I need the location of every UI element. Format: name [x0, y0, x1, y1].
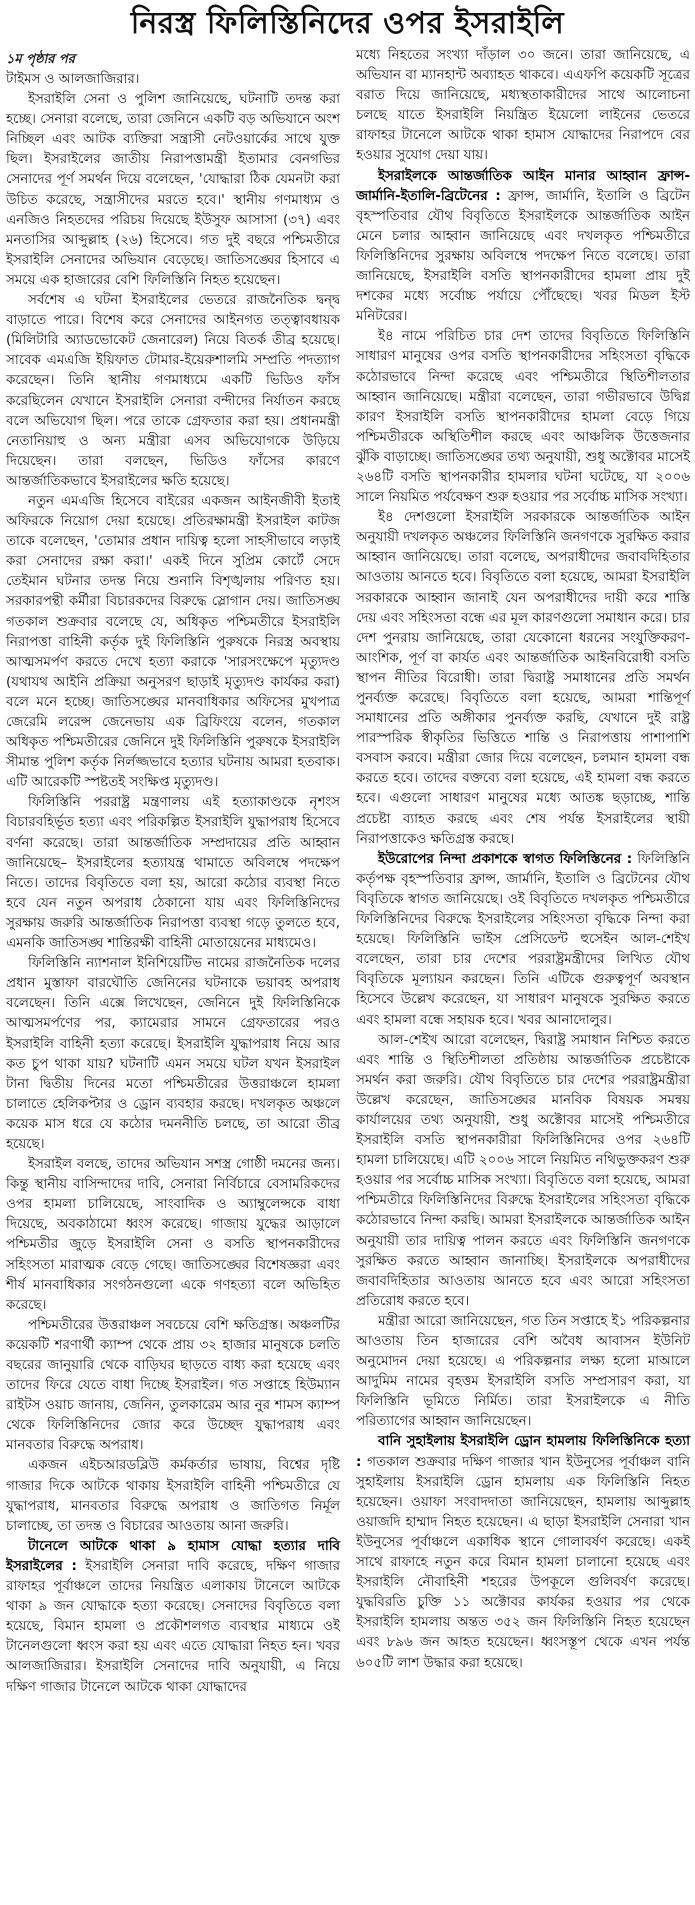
paragraph-text: টাইমস ও আলজাজিরার।: [6, 72, 140, 87]
paragraph-text: একজন এইচআরডব্লিউ কর্মকর্তার ভাষায়, বিশ্বের দৃষ্টি গাজার দিকে আটকে থাকায় ইসরাইলি বাহিনী পশ্চিমতীরে যে যুদ্ধাপরাধ, মানবতার বিরুদ্ধে অপরাধ ও জাতিগত নির্মূল চালাচ্ছে, তা তদন্ত ও বিচারের আওতায় আনা জরুরি।: [6, 1458, 340, 1534]
paragraph-text: ফিলিস্তিনি ন্যাশনাল ইনিশিয়েটিভ নামের রাজনৈতিক দলের প্রধান মুস্তাফা বারঘৌতি জেনিনের ঘটনাকে ভয়াবহ অপরাধ বলেছেন। তিনি এক্সে লিখেছেন, জেনিনে দুই ফিলিস্তিনিকে আত্মসমর্পণের পর, ক্যামেরার সামনে গ্রেফতারের পরও ইসরাইলি বাহিনী হত্যা করেছে। ইসরাইলি যুদ্ধাপরাধ নিয়ে আর কত চুপ থাকা যায়? ঘটনাটি এমন সময়ে ঘটল যখন ইসরাইল টানা দ্বিতীয় দিনের মতো পশ্চিমতীরের উত্তরাঞ্চলে হামলা চালাতে হেলিকপ্টার ও ড্রোন ব্যবহার করছে। দখলকৃত অঞ্চলে কয়েক মাস ধরে যে কঠোর দমননীতি চলছে, তা আরো তীব্র হয়েছে।: [6, 956, 340, 1152]
paragraph: [6, 70, 340, 90]
paragraph-text: ই৪ দেশগুলো ইসরাইলি সরকারকে আন্তর্জাতিক আইন অনুযায়ী দখলকৃত অঞ্চলের ফিলিস্তিনি জনগণকে সুরক্ষিত করার আহ্বান জানিয়েছে। তারা বলেছে, অপরাধীদের জবাবদিহিতার আওতায় আনতে হবে। বিবৃতিতে বলা হয়েছে, আমরা ইসরাইলি সরকারকে আহ্বান জানাই যেন অপরাধীদের দায়ী করে শাস্তি দেয় এবং সহিংসতা বন্ধে এর মূল কারণগুলো সমাধান করে। চার দেশ পুনরায় জানিয়েছে, তারা যেকোনো ধরনের সংযুক্তিকরণ- আংশিক, পূর্ণ বা কার্যত এবং আন্তর্জাতিক আইনবিরোধী বসতি স্থাপন নীতির বিরোধী। তারা দ্বিরাষ্ট্র সমাধানের প্রতি সমর্থন পুনর্ব্যক্ত করেছে। বিবৃতিতে বলা হয়েছে, আমরা শান্তিপূর্ণ সমাধানের প্রতি অঙ্গীকার পুনর্ব্যক্ত করছি, যেখানে দুই রাষ্ট্র পারস্পরিক স্বীকৃতির ভিত্তিতে শান্তি ও নিরাপত্তায় পাশাপাশি বসবাস করবে। মন্ত্রীরা জোর দিয়ে বলেছেন, চলমান হামলা বন্ধ করতে হবে। তাদের বক্তব্যে বলা হয়েছে, এই হামলা বন্ধ করতে হবে। এগুলো সাধারণ মানুষের মধ্যে আতঙ্ক ছড়াচ্ছে, শান্তি প্রচেষ্টা ব্যাহত করছে এবং শেষ পর্যন্ত ইসরাইলের স্থায়ী নিরাপত্তাকেও ক্ষতিগ্রস্ত করছে।: [356, 510, 690, 847]
paragraph-text: ইসরাইলি সেনা ও পুলিশ জানিয়েছে, ঘটনাটি তদন্ত করা হচ্ছে। সেনারা বলেছে, তারা জেনিনে একটি বড় অভিযানে অংশ নিচ্ছিল এবং আটক ব্যক্তিরা সন্ত্রাসী নেটওয়ার্কের সাথে যুক্ত ছিল। ইসরাইলের জাতীয় নিরাপত্তামন্ত্রী ইতামার বেনগভির সেনাদের পূর্ণ সমর্থন দিয়ে বলেছেন, 'যোদ্ধারা ঠিক যেমনটা করা উচিত করেছে, সন্ত্রাসীদের মরতে হবে।' স্থানীয় গণমাধ্যম ও এনজিও নিহতদের পরিচয় দিয়েছে ইউসুফ আসাসা (৩৭) এবং মনতাসির আব্দুল্লাহ (২৬) হিসেবে। গত দুই বছরে পশ্চিমতীরে ইসরাইলি সেনাদের অভিযান বেড়েছে। জাতিসঙ্ঘের হিসাবে এ সময়ে এক হাজারের বেশি ফিলিস্তিনি নিহত হয়েছেন।: [6, 92, 340, 288]
paragraph: [6, 1316, 340, 1457]
paragraph: [356, 1031, 690, 1312]
paragraph-text: নতুন এমএজি হিসেবে বাইরের একজন আইনজীবী ইতাই অফিরকে নিয়োগ দেয়া হয়েছে। প্রতিরক্ষামন্ত্রী ইসরাইল কাটজ তাকে বলেছেন, 'তোমার প্রধান দায়িত্ব হলো সাহসীভাবে লড়াই করা সেনাদের রক্ষা করা।' একই দিনে সুপ্রিম কোর্টে সেদে তেইমান ঘটনার তদন্ত নিয়ে শুনানি বিশৃঙ্খলায় পরিণত হয়। সরকারপন্থী কর্মীরা বিচারকদের বিরুদ্ধে স্লোগান দেয়। জাতিসঙ্ঘ গতকাল শুক্রবার বলেছে যে, অধিকৃত পশ্চিমতীরে ইসরাইলি নিরাপত্তা বাহিনী কর্তৃক দুই ফিলিস্তিনি পুরুষকে নিরস্ত্র অবস্থায় আত্মসমর্পণ করতে দেখে হত্যা করাকে 'সারসংক্ষেপে মৃত্যুদণ্ড (যথাযথ আইনি প্রক্রিয়া অনুসরণ ছাড়াই মৃত্যুদণ্ড কার্যকর করা) বলে মনে হচ্ছে। জাতিসঙ্ঘের মানবাধিকার অফিসের মুখপাত্র জেরেমি লরেন্স জেনেভায় এক ব্রিফিংয়ে বলেন, গতকাল অধিকৃত পশ্চিমতীরের জেনিনে দুই ফিলিস্তিনি পুরুষকে ইসরাইলি সীমান্ত পুলিশ কর্তৃক নির্লজ্জভাবে হত্যার ঘটনায় আমরা হতবাক। এটি আরেকটি স্পষ্টতই সংক্ষিপ্ত মৃত্যুদণ্ড।: [6, 493, 340, 791]
paragraph-text: পশ্চিমতীরের উত্তরাঞ্চল সবচেয়ে বেশি ক্ষতিগ্রস্ত। অঞ্চলটির কয়েকটি শরণার্থী ক্যাম্প থেকে প্রায় ৩২ হাজার মানুষকে চলতি বছরের জানুয়ারি থেকে বাড়িঘর ছাড়তে বাধ্য করা হয়েছে এবং তাদের ফিরে যেতে বাধা দিচ্ছে ইসরাইল। গত সপ্তাহে হিউম্যান রাইটস ওয়াচ জানায়, জেনিন, তুলকারেম আর নুর শামস ক্যাম্প থেকে ফিলিস্তিনিদের জোর করে উচ্ছেদ যুদ্ধাপরাধ এবং মানবতার বিরুদ্ধে অপরাধ।: [6, 1317, 340, 1454]
continued-from-page-label: ১ম পৃষ্ঠার পর: [6, 52, 75, 67]
paragraph: [6, 1456, 340, 1536]
paragraph-text: ইসরাইলি সেনারা দাবি করেছে, দক্ষিণ গাজার রাফাহর পূর্বাঞ্চলে তাদের নিয়ন্ত্রিত এলাকায় টানেলে আটকে থাকা ৯ জন যোদ্ধাকে হত্যা করেছে। সেনাদের বিবৃতিতে বলা হয়েছে, বিমান হামলা ও প্রকৌশলগত ব্যবস্থার মাধ্যমে ওই টানেলগুলো ধ্বংস করা হয় এবং এতে যোদ্ধারা নিহত হন। খবর আলজাজিরার। ইসরাইলি সেনাদের দাবি অনুযায়ী, এ নিয়ে দক্ষিণ গাজার টানেলে আটকে থাকা যোদ্ধাদের: [6, 1558, 340, 1695]
subsection-paragraph: [356, 1432, 690, 1673]
paragraph: [6, 291, 340, 492]
paragraph-text: ইসরাইল বলছে, তাদের অভিযান সশস্ত্র গোষ্ঠী দমনের জন্য। কিন্তু স্থানীয় বাসিন্দাদের দাবি, সেনারা নির্বিচারে বেসামরিকদের ওপর হামলা চালিয়েছে, সাংবাদিক ও অ্যাম্বুলেন্সকে বাধা দিয়েছে, অবকাঠামো ধ্বংস করেছে। গাজায় যুদ্ধের আড়ালে পশ্চিমতীর জুড়ে ইসরাইলি সেনা ও বসতি স্থাপনকারীদের সহিংসতা মারাত্মক বেড়ে গেছে। জাতিসঙ্ঘের বিশেষজ্ঞরা এবং শীর্ষ মানবাধিকার সংগঠনগুলো একে গণহত্যা বলে অভিহিত করেছে।: [6, 1157, 340, 1313]
subsection-paragraph: [6, 1537, 340, 1698]
paragraph: [356, 508, 690, 850]
paragraph: [6, 1155, 340, 1316]
paragraph-text: ফ্রান্স, জার্মানি, ইতালি ও ব্রিটেন বৃহস্পতিবার যৌথ বিবৃতিতে ইসরাইলকে আন্তর্জাতিক আইন মেনে চলার আহ্বান জানিয়েছে এবং দখলকৃত পশ্চিমতীরে ফিলিস্তিনিদের সুরক্ষায় অবিলম্বে পদক্ষেপ নিতে বলেছে। তারা জানিয়েছে, ইসরাইলি বসতি স্থাপনকারীদের হামলা প্রায় দুই দশকের মধ্যে সর্বোচ্চ পর্যায়ে পৌঁছেছে। খবর মিডল ইস্ট মনিটরের।: [356, 188, 690, 325]
subsection-paragraph: [356, 850, 690, 1031]
paragraph: [356, 327, 690, 508]
paragraph-text: সর্বশেষ এ ঘটনা ইসরাইলের ভেতরে রাজনৈতিক দ্বন্দ্ব বাড়াতে পারে। বিশেষ করে সেনাদের আইনগত তত্ত্বাবধায়ক (মিলিটারি অ্যাডভোকেট জেনারেল) নিয়ে বিতর্ক তীব্র হয়েছে। সাবেক এমএজি ইয়িফাত টোমার-ইয়েরুশালমি সম্প্রতি পদত্যাগ করেছেন। তিনি স্থানীয় গণমাধ্যমে একটি ভিডিও ফাঁস করেছিলেন যেখানে ইসরাইলি সেনারা বন্দীদের নির্যাতন করছে বলে অভিযোগ ছিল। পরে তাকে গ্রেফতার করা হয়। প্রধানমন্ত্রী নেতানিয়াহু ও অন্য মন্ত্রীরা এসব অভিযোগকে উড়িয়ে দিয়েছেন। তারা বলছেন, ভিডিও ফাঁসের কারণে আন্তর্জাতিকভাবে ইসরাইলের ক্ষতি হয়েছে।: [6, 293, 340, 489]
paragraph: [6, 492, 340, 793]
subsection-heading: ইসরাইলকে আন্তর্জাতিক আইন মানার আহ্বান ফ্রান্স-জার্মানি-ইতালি-ব্রিটেনের :: [356, 168, 690, 204]
paragraph: [356, 46, 690, 167]
paragraph: [356, 1312, 690, 1433]
paragraph-text: গতকাল শুক্রবার দক্ষিণ গাজার খান ইউনুসের পূর্বাঞ্চল বানি সুহাইলায় ইসরাইলি ড্রোন হামলায় এক ফিলিস্তিনি নিহত হয়েছেন। ওয়াফা সংবাদদাতা জানিয়েছেন, হামলায় আব্দুল্লাহ ওয়াজদি হাম্মাদ নিহত হয়েছেন। এ ছাড়া ইসরাইলি সেনারা খান ইউনুসের পূর্বাঞ্চলে একাধিক স্থানে গোলাবর্ষণ করেছে। একই সাথে রাফাহে নতুন করে বিমান হামলা চালানো হয়েছে এবং ইসরাইলি নৌবাহিনী শহরের উপকূলে গুলিবর্ষণ করেছে। যুদ্ধবিরতি চুক্তি ১১ অক্টোবর কার্যকর হওয়ার পর থেকে ইসরাইলি হামলায় অন্তত ৩৫২ জন ফিলিস্তিনি নিহত হয়েছেন এবং ৮৯৬ জন আহত হয়েছেন। ধ্বংসস্তূপ থেকে এখন পর্যন্ত ৬০৫টি লাশ উদ্ধার করা হয়েছে।: [356, 1454, 690, 1671]
paragraph-text: আল-শেইখ আরো বলেছেন, দ্বিরাষ্ট্র সমাধান নিশ্চিত করতে এবং শান্তি ও স্থিতিশীলতা প্রতিষ্ঠায় আন্তর্জাতিক প্রচেষ্টাকে সমর্থন করা জরুরি। যৌথ বিবৃতিতে চার দেশের পররাষ্ট্রমন্ত্রীরা উল্লেখ করেছেন, জাতিসঙ্ঘের মানবিক বিষয়ক সমন্বয় কার্যালয়ের তথ্য অনুযায়ী, শুধু অক্টোবর মাসেই পশ্চিমতীরে ইসরাইলি বসতি স্থাপনকারীরা ফিলিস্তিনিদের ওপর ২৬৪টি হামলা চালিয়েছে। এটি ২০০৬ সালে নিয়মিত নথিভুক্তকরণ শুরু হওয়ার পর সর্বোচ্চ মাসিক সংখ্যা। বিবৃতিতে বলা হয়েছে, আমরা পশ্চিমতীরে ফিলিস্তিনিদের বিরুদ্ধে ইসরাইলের সহিংসতা বৃদ্ধিকে কঠোরভাবে নিন্দা করছি। আমরা ইসরাইলকে আন্তর্জাতিক আইন অনুযায়ী তার দায়িত্ব পালন করতে এবং ফিলিস্তিনি জনগণকে সুরক্ষিত করতে আহ্বান জানাচ্ছি। ইসরাইলকে অপরাধীদের জবাবদিহিতার আওতায় আনতে হবে এবং আরো সহিংসতা প্রতিরোধ করতে হবে।: [356, 1032, 690, 1309]
subsection-heading: বানি সুহাইলায় ইসরাইলি ড্রোন হামলায় ফিলিস্তিনিকে হত্যা :: [356, 1434, 690, 1470]
paragraph-text: মধ্যে নিহতের সংখ্যা দাঁড়াল ৩০ জনে। তারা জানিয়েছে, এ অভিযান বা ম্যানহান্ট অব্যাহত থাকবে। এএফপি কয়েকটি সূত্রের বরাত দিয়ে জানিয়েছে, মধ্যস্থতাকারীদের সাথে আলোচনা চলছে যাতে ইসরাইলি নিয়ন্ত্রিত ইয়েলো লাইনের ভেতরে রাফাহর টানেলে আটকে থাকা হামাস যোদ্ধাদের নিরাপদে বের হওয়ার সুযোগ দেয়া যায়।: [356, 48, 690, 164]
headline: নিরস্ত্র ফিলিস্তিনিদের ওপর ইসরাইলি: [130, 6, 565, 41]
subsection-paragraph: [356, 167, 690, 328]
paragraph: [6, 954, 340, 1155]
left-column: [6, 50, 340, 1698]
subsection-heading: ইউরোপের নিন্দা প্রকাশকে স্বাগত ফিলিস্তিনের :: [378, 851, 633, 867]
paragraph-text: ই৪ নামে পরিচিত চার দেশ তাদের বিবৃতিতে ফিলিস্তিনি সাধারণ মানুষের ওপর বসতি স্থাপনকারীদের সহিংসতা বৃদ্ধিকে কঠোরভাবে নিন্দা করেছে এবং পশ্চিমতীরে স্থিতিশীলতার আহ্বান জানিয়েছে। মন্ত্রীরা বলেছেন, তারা গভীরভাবে উদ্বিগ্ন কারণ ইসরাইলি বসতি স্থাপনকারীদের হামলা বেড়ে গিয়ে পশ্চিমতীরকে অস্থিতিশীল করছে এবং আঞ্চলিক উত্তেজনার ঝুঁকি বাড়াচ্ছে। জাতিসঙ্ঘের তথ্য অনুযায়ী, শুধু অক্টোবর মাসেই ২৬৪টি বসতি স্থাপনকারীর হামলার ঘটনা ঘটেছে, যা ২০০৬ সালে নিয়মিত পর্যবেক্ষণ শুরু হওয়ার পর সর্বোচ্চ মাসিক সংখ্যা।: [356, 329, 690, 506]
paragraph-text: মন্ত্রীরা আরো জানিয়েছেন, গত তিন সপ্তাহে ই১ পরিকল্পনার আওতায় তিন হাজারের বেশি অবৈধ আবাসন ইউনিট অনুমোদন দেয়া হয়েছে। এ পরিকল্পনার লক্ষ্য হলো মাআলে আদুমিম নামের বৃহত্তম ইসরাইলি বসতি সম্প্রসারণ করা, যা ফিলিস্তিনি ভূমিতে নির্মিত। তারা ইসরাইলকে এ নীতি পরিত্যাগের আহ্বান জানিয়েছেন।: [356, 1313, 690, 1430]
paragraph: [6, 793, 340, 954]
paragraph-text: ফিলিস্তিনি কর্তৃপক্ষ বৃহস্পতিবার ফ্রান্স, জার্মানি, ইতালি ও ব্রিটেনের যৌথ বিবৃতিকে স্বাগত জানিয়েছে। ওই বিবৃতিতে দখলকৃত পশ্চিমতীরে ফিলিস্তিনিদের বিরুদ্ধে ইসরাইলের সহিংসতা বৃদ্ধিকে নিন্দা করা হয়েছে। ফিলিস্তিনি ভাইস প্রেসিডেন্ট হুসেইন আল-শেইখ বলেছেন, তারা চার দেশের পররাষ্ট্রমন্ত্রীদের লিখিত যৌথ বিবৃতিকে মূল্যায়ন করছেন। তিনি এটিকে গুরুত্বপূর্ণ অবস্থান হিসেবে উল্লেখ করেছেন, যা সাধারণ মানুষকে সুরক্ষিত করতে এবং হামলা বন্ধে সহায়ক হবে। খবর আনাদোলুর।: [356, 851, 690, 1028]
paragraph: [6, 90, 340, 291]
paragraph-text: ফিলিস্তিনি পররাষ্ট্র মন্ত্রণালয় এই হত্যাকাণ্ডকে নৃশংস বিচারবহির্ভূত হত্যা এবং পরিকল্পিত ইসরাইলি যুদ্ধাপরাধ হিসেবে বর্ণনা করেছে। তারা আন্তর্জাতিক সম্প্রদায়ের প্রতি আহ্বান জানিয়েছে– ইসরাইলের হত্যাযন্ত্র থামাতে অবিলম্বে পদক্ষেপ নিতে। তাদের বিবৃতিতে বলা হয়, আরো কঠোর ব্যবস্থা নিতে হবে যেন নতুন অপরাধ ঠেকানো যায় এবং ফিলিস্তিনিদের সুরক্ষায় জরুরি আন্তর্জাতিক নিরাপত্তা ব্যবস্থা গড়ে তুলতে হবে, এমনকি জাতিসঙ্ঘ শান্তিরক্ষী বাহিনী মোতায়েনের মাধ্যমেও।: [6, 795, 340, 952]
right-column: [356, 46, 690, 1674]
subsection-heading: টানেলে আটকে থাকা ৯ হামাস যোদ্ধা হত্যার দাবি ইসরাইলের :: [6, 1538, 340, 1574]
